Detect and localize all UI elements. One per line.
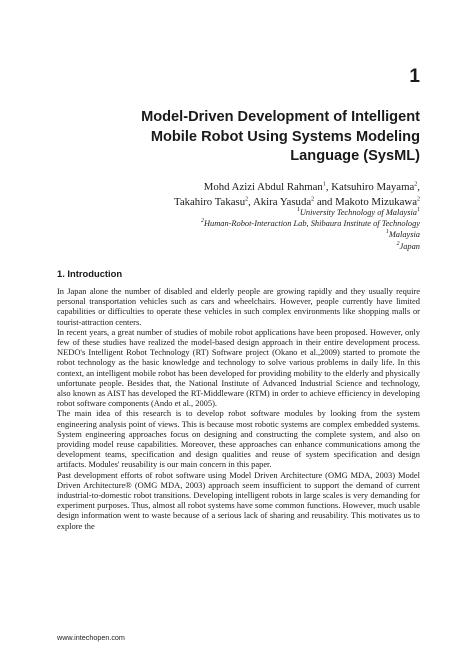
author-name: Mohd Azizi Abdul Rahman	[203, 181, 323, 193]
affiliation: $^1$Malaysia	[385, 229, 420, 240]
affiliation: $^2$Japan	[396, 240, 420, 251]
chapter-number: 1	[409, 66, 420, 87]
title-line: Model-Driven Development of Intelligent	[141, 109, 420, 125]
footer-url[interactable]: www.intechopen.com	[57, 633, 125, 642]
author-name: Akira Yasuda	[252, 195, 312, 208]
title-line: Language (SysML)	[290, 148, 420, 164]
author-list	[40, 180, 420, 209]
author-line-1: Mohd Azizi Abdul Rahman$^1$, Katsuhiro Mayama$^2$,	[203, 181, 420, 193]
paragraph: In recent years, a great number of studies of mobile robot applications have been proposed. However, only few of these studies have realized the model-based design approach in their entire development process. NEDO's Intelligent Robot Technology (RT) Software project (Okano et al.,2009) started to promote the robot technology as the basic knowledge and technology to solve various problems in daily life. In this context, an intelligent mobile robot has been developed for providing mobility to the elderly and physically unfortunate people. Besides that, the National Institute of Advanced Industrial Science and technology, also known as AIST has developed the RT-Middleware (RTM) in order to achieve efficiency in developing robot software components (Ando et al., 2005).	[57, 326, 420, 409]
paragraph: The main idea of this research is to develop robot software modules by looking from the system engineering analysis point of views. This is because most robotic systems are complex embedded systems. System engineering approaches focus on designing and constructing the complete system, and also on providing model reuse capabilities. Moreover, these approaches can enhance communications among the development teams, specification and design qualities and reuse of system specification and design artifacts. Modules' reusability is our main concern in this paper.	[57, 408, 420, 470]
paragraph: Past development efforts of robot software using Model Driven Architecture (OMG MDA, 2003) Model Driven Architecture® (OMG MDA, 2003) approach seem insufficient to support the demand of current industrial-to-domestic robot transitions. Developing intelligent robots in large scales is very demanding for experiment purposes. Thus, almost all robot systems have some common functions. However, much usable design information went to waste because of a serious lack of sharing and reusability. This motivates us to explore the	[57, 469, 420, 531]
affiliation: $^2$Human-Robot-Interaction Lab, Shibaura Institute of Technology	[200, 218, 420, 229]
author-line-2: Takahiro Takasu$^2$, Akira Yasuda$^2$ and Makoto Mizukawa$^2$	[173, 195, 420, 208]
affiliation: $^1$University Technology of Malaysia$^1$	[296, 207, 420, 217]
title-line: Mobile Robot Using Systems Modeling	[150, 128, 420, 145]
affiliation-list	[40, 207, 420, 252]
body-text	[57, 286, 420, 531]
section-heading: 1. Introduction	[57, 268, 123, 279]
author-name: Takahiro Takasu	[173, 195, 246, 208]
author-name: Katsuhiro Mayama	[331, 181, 415, 193]
paper-title	[60, 108, 420, 167]
author-name: Makoto Mizukawa	[335, 195, 417, 208]
paragraph: In Japan alone the number of disabled and elderly people are growing rapidly and they usually require personal transportation vehicles such as cars and wheelchairs. However, people currently have limited capabilities or difficulties to operate these vehicles in such complex environments like shopping malls or tourist-attraction centers.	[57, 286, 420, 327]
